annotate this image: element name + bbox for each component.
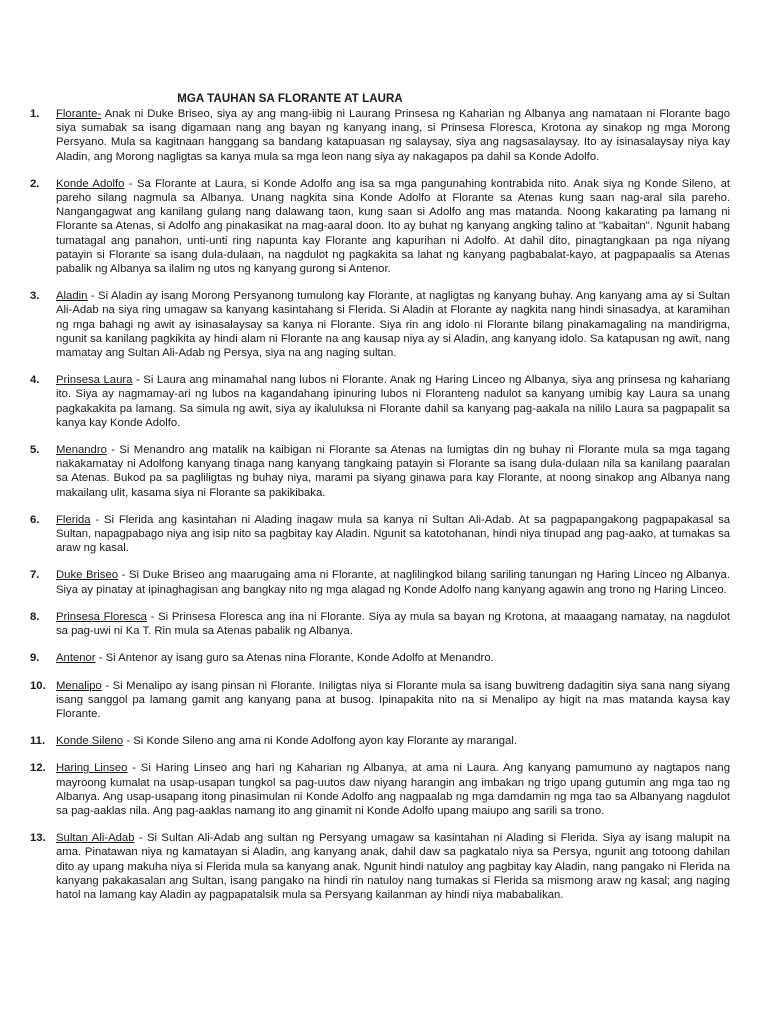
character-description: - Si Aladin ay isang Morong Persyanong tumulong kay Florante, at nagligtas ng kanyang buhay. Ang kanyang ama ay si Sultan Ali-Adab na siya ring umagaw sa kanyang kasintahang si Flerida. Si Aladin at Florante ay nagkita nang hindi sinasadya, at karamihan ng mga bahagi ng awit ay isinasalaysay sa kanya ni Florante. Siya rin ang idolo ni Florante bilang pinakamagaling na mandirigma, ngunit sa kanilang pagkikita ay hindi alam ni Florante na ang kausap niya ay si Aladin, ang kanyang idolo. Sa katapusan ng awit, nang mamatay ang Sultan Ali-Adab ng Persya, siya na ang naging sultan.	[56, 290, 730, 360]
entry-number: 8.	[30, 610, 40, 623]
character-name: Konde Sileno	[56, 735, 124, 748]
character-description: - Si Flerida ang kasintahan ni Alading inagaw mula sa kanya ni Sultan Ali-Adab. At sa pagpapangakong pagpapakasal sa Sultan, napagpabago niya ang isip nito sa pagbitay kay Aladin. Ngunit sa katotohanan, hindi niya tinupad ang pag-aako, at tumakas sa araw ng kasal.	[56, 513, 730, 555]
entry-text	[56, 107, 730, 164]
entry-number: 1.	[30, 108, 40, 120]
character-entry	[30, 679, 730, 722]
entry-text	[56, 651, 730, 665]
character-name: Menandro	[56, 444, 107, 457]
character-list	[30, 107, 730, 902]
entry-text	[56, 831, 730, 902]
character-entry	[30, 373, 730, 430]
character-description: - Si Antenor ay isang guro sa Atenas nina Florante, Konde Adolfo at Menandro.	[95, 652, 494, 665]
entry-text	[56, 177, 730, 276]
entry-number: 7.	[30, 569, 40, 582]
entry-text	[56, 610, 730, 638]
entry-text	[56, 568, 730, 596]
entry-number: 3.	[30, 290, 40, 303]
entry-text	[56, 289, 730, 360]
character-description: - Si Haring Linseo ang hari ng Kaharian ng Albanya, at ama ni Laura. Ang kanyang pamumuno ay nagtapos nang mayroong kumalat na usap-usapan tungkol sa pag-uutos daw niyang harangin ang imbakan ng trigo upang gutumin ang mga tao ng Albanya. Ang usap-usapang itong pinasimulan ni Konde Adolfo ang nagpaalab ng mga damdamin ng mga tao sa Albanyang nagdulot sa pag-aaklas nila. Ang pag-aaklas namang ito ang ginamit ni Konde Adolfo upang maiupo ang sarili sa trono.	[56, 762, 730, 817]
character-entry	[30, 761, 730, 818]
entry-number: 11.	[30, 735, 46, 748]
entry-text	[56, 513, 730, 556]
entry-number: 5.	[30, 444, 40, 457]
character-entry	[30, 177, 730, 276]
character-description: - Si Menalipo ay isang pinsan ni Florante. Iniligtas niya si Florante mula sa isang buwitreng dadagitin siya sana nang siyang isang sanggol pa lamang gamit ang kanyang pana at busog. Ipinapakita nito na si Menalipo ay higit na mas matanda kaysa kay Florante.	[56, 679, 730, 720]
character-name: Menalipo	[56, 679, 102, 692]
entry-number: 10.	[30, 679, 46, 692]
character-description: Anak ni Duke Briseo, siya ay ang mang-iibig ni Laurang Prinsesa ng Kaharian ng Albanya ang namataan ni Florante bago siya sumabak sa isang digamaan nang ang bayan ng kanyang inang, si Prinsesa Floresca, Krotona ay sinakop ng mga Morong Persyano. Mula sa kagitnaan hanggang sa bandang katapuasan ng salaysay, siya ang nagsasalaysay. Ito ay isinasalaysay niya kay Aladin, ang Morong nagligtas sa kanya mula sa mga leon nang siya ay nakagapos pa dahil sa Konde Adolfo.	[56, 108, 730, 163]
entry-number: 4.	[30, 374, 40, 387]
character-entry	[30, 734, 730, 748]
character-name: Haring Linseo	[56, 762, 128, 775]
entry-text	[56, 734, 730, 748]
entry-text	[56, 761, 730, 818]
entry-text	[56, 443, 730, 500]
character-description: - Si Prinsesa Floresca ang ina ni Florante. Siya ay mula sa bayan ng Krotona, at maaagang namatay, na nagdulot sa pag-uwi ni Ka T. Rin mula sa Atenas pabalik ng Albanya.	[56, 610, 730, 638]
character-description: - Si Duke Briseo ang maarugaing ama ni Florante, at naglilingkod bilang sariling tanungan ng Haring Linceo ng Albanya. Siya ay pinatay at ipinaghagisan ang bangkay nito ng mga alagad ng Konde Adolfo nang kanyang agawin ang trono ng Haring Linceo.	[56, 569, 730, 596]
character-description: - Si Menandro ang matalik na kaibigan ni Florante sa Atenas na lumigtas din ng buhay ni Florante mula sa mga tagang nakakamatay ni Adolfong kanyang tinaga nang kanyang tangkaing patayin si Florante sa isang dula-dulaan nila sa kanilang paaralan sa Atenas. Bukod pa sa pagliligtas ng buhay niya, marami pa siyang ginawa para kay Florante, at noong sinakop ang Albanya nang makailang ulit, kasama siya ni Florante sa pakikibaka.	[56, 444, 730, 499]
character-name: Flerida	[56, 513, 91, 526]
character-description: - Sa Florante at Laura, si Konde Adolfo ang isa sa mga pangunahing kontrabida nito. Anak siya ng Konde Sileno, at pareho silang nagmula sa Albanya. Unang nagkita sina Konde Adolfo at Florante sa Atenas kung saan nag-aral sila pareho. Nangangagwat ang kanilang gulang nang dalawang taon, kung saan si Adolfo ang mas matanda. Noong kakarating pa lamang ni Florante sa Atenas, si Adolfo ang pinakasikat na mag-aaral doon. Ito ay buhat ng kanyang angking talino at "kabaitan". Ngunit habang tumatagal ang panahon, unti-unti ring napunta kay Florante ang kapurihan ni Adolfo. At dahil dito, pinagtangkaan pa nga niyang patayin si Florante sa isang dula-dulaan, na nagdulot ng pagkakita sa lahat ng kanyang pagbabalat-kayo, at pagpapaalis sa Atenas pabalik ng Albanya sa ilalim ng utos ng kanyang gurong si Antenor.	[56, 177, 731, 276]
entry-number: 9.	[30, 652, 40, 665]
character-name: Sultan Ali-Adab	[56, 832, 135, 845]
character-name: Florante-	[56, 108, 102, 120]
character-name: Aladin	[56, 290, 88, 303]
entry-text	[56, 373, 730, 430]
character-name: Konde Adolfo	[56, 177, 125, 190]
character-name: Antenor	[56, 652, 96, 665]
character-entry	[30, 610, 730, 638]
character-entry	[30, 831, 730, 902]
entry-number: 6.	[30, 513, 40, 526]
character-description: - Si Laura ang minamahal nang lubos ni Florante. Anak ng Haring Linceo ng Albanya, siya ang prinsesa ng kahariang ito. Siya ay nagmamay-ari ng lubos na kagandahang ipinuring lubos ni Floranteng nadulot sa kanyang umibig kay Laura sa unang pagkakakita pa lamang. Sa simula ng awit, siya ay ikaluluksa ni Florante dahil sa kanyang pag-aakala na nililo Laura sa pagpapalit sa kanya kay Konde Adolfo.	[56, 374, 731, 429]
character-entry	[30, 443, 730, 500]
character-entry	[30, 289, 730, 360]
character-name: Prinsesa Floresca	[56, 610, 147, 623]
document-title: MGA TAUHAN SA FLORANTE AT LAURA	[177, 93, 403, 105]
entry-text	[56, 679, 730, 722]
character-name: Duke Briseo	[56, 569, 119, 582]
character-description: - Si Sultan Ali-Adab ang sultan ng Persyang umagaw sa kasintahan ni Alading si Flerida. Siya ay isang malupit na ama. Pinatawan niya ng kamatayan si Aladin, ang kanyang anak, dahil daw sa pagkatalo niya sa Persya, ngunit ang totoong dahilan dito ay upang makuha niya si Flerida mula sa kanyang anak. Ngunit hindi natuloy ang pagbitay kay Aladin, nang pangako ni Flerida na kanyang pakakasalan ang Sultan, isang pangako na hindi rin natuloy nang tumakas si Flerida sa mismong araw ng kasal; ang naging hatol na lamang kay Aladin ay pagpapatalsik mula sa Persyang kailanman ay hindi niya mababalikan.	[56, 832, 730, 901]
entry-number: 12.	[30, 762, 46, 775]
entry-number: 13.	[30, 832, 46, 845]
character-entry	[30, 651, 730, 665]
entry-number: 2.	[30, 177, 40, 190]
character-entry	[30, 513, 730, 556]
character-entry	[30, 107, 730, 164]
character-name: Prinsesa Laura	[56, 374, 133, 387]
character-entry	[30, 568, 730, 596]
character-description: - Si Konde Sileno ang ama ni Konde Adolfong ayon kay Florante ay marangal.	[123, 735, 517, 748]
